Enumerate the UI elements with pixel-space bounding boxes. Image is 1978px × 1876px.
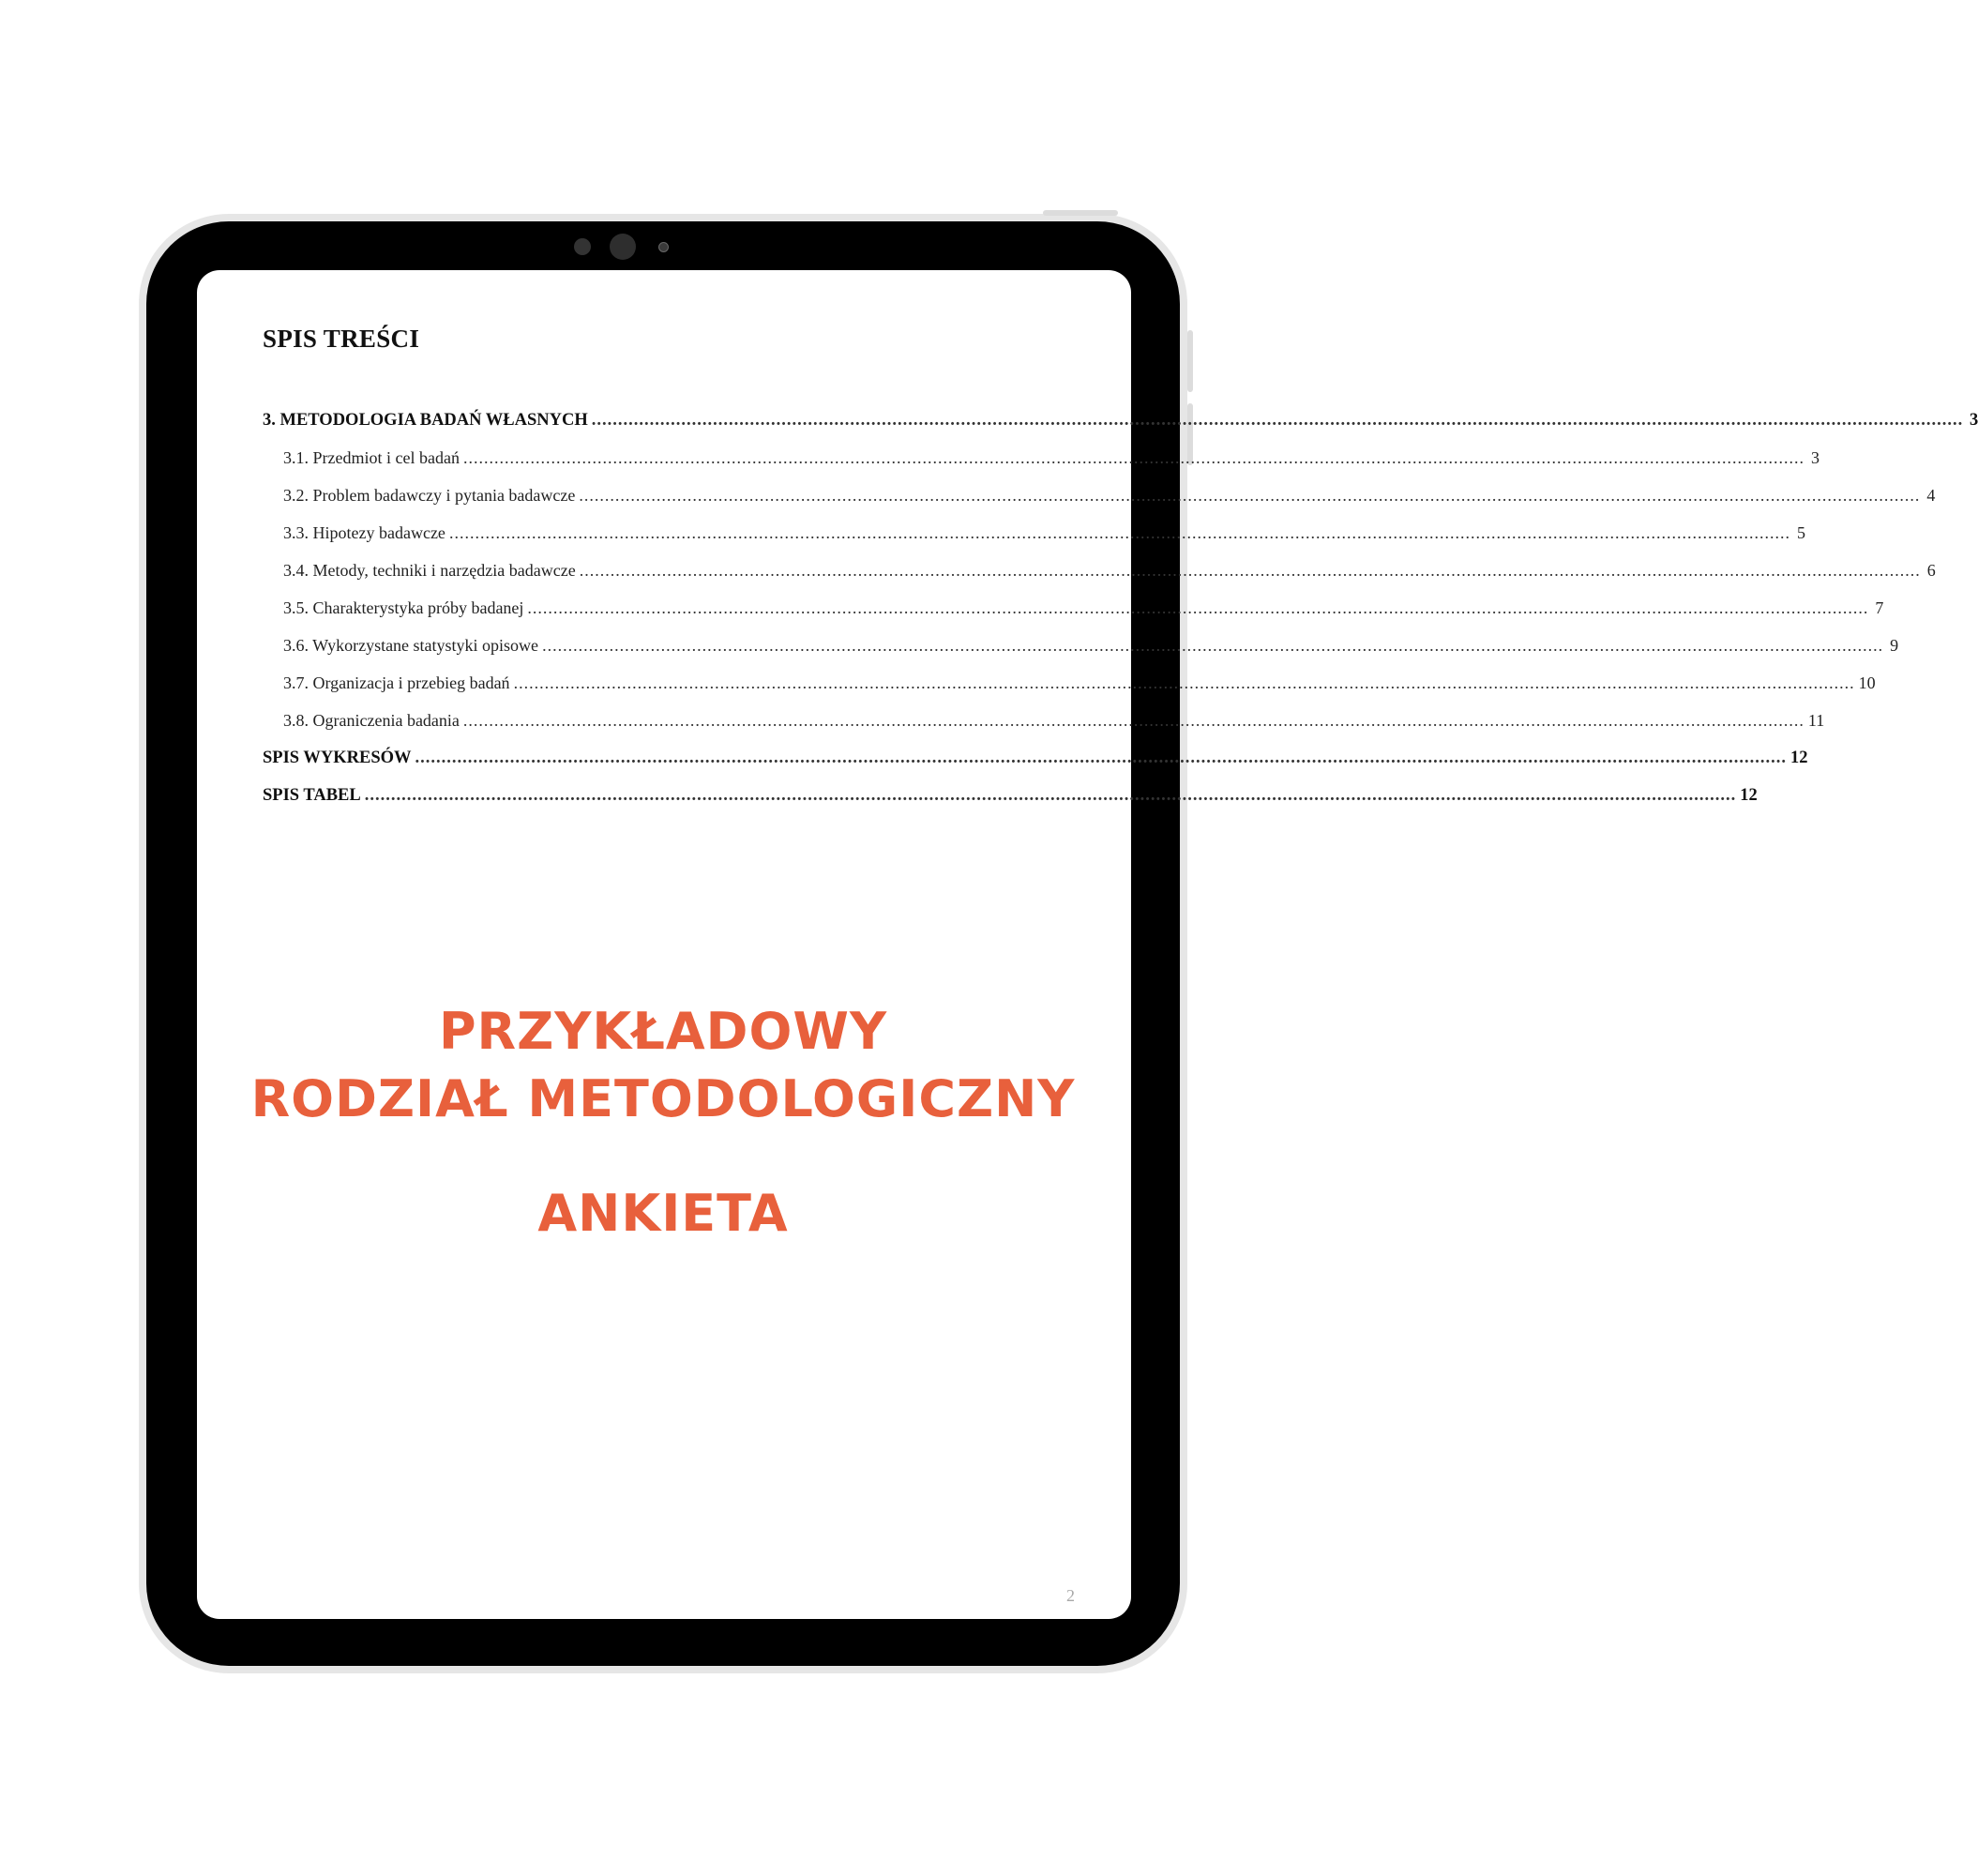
toc-entry-page: 5 <box>1796 523 1805 542</box>
toc-entry-label: 3.5. Charakterystyka próby badanej <box>283 598 524 617</box>
toc-entry-page: 7 <box>1875 598 1884 617</box>
toc-entry[interactable] <box>263 598 1884 636</box>
toc-dot-leader: .................................................................................................................................................................................................................................................................... <box>364 786 1737 805</box>
toc-entry-label: 3.3. Hipotezy badawcze <box>283 523 445 542</box>
toc-entry-label: 3.7. Organizacja i przebieg badań <box>283 673 510 692</box>
toc-heading: SPIS TREŚCI <box>263 325 420 353</box>
headline-line-2: RODZIAŁ METODOLOGICZNY <box>250 1069 1076 1128</box>
toc-entry-label: 3.4. Metody, techniki i narzędzia badawcze <box>283 561 576 580</box>
sensor-icon <box>574 238 591 255</box>
toc-entry[interactable] <box>263 749 1808 786</box>
toc-entry[interactable] <box>263 786 1758 824</box>
toc-dot-leader: .................................................................................................................................................................................................................................................................... <box>415 749 1787 767</box>
toc-entry-label: 3.1. Przedmiot i cel badań <box>283 448 460 467</box>
toc-entry-page: 12 <box>1740 786 1758 805</box>
toc-entry-label: SPIS TABEL <box>263 786 361 805</box>
toc-entry[interactable] <box>263 673 1876 711</box>
toc-entry-label: 3.8. Ograniczenia badania <box>283 711 460 730</box>
toc-entry-page: 11 <box>1807 711 1825 730</box>
toc-dot-leader: .................................................................................................................................................................................................................................................................... <box>527 598 1869 617</box>
toc-entry-label: 3. METODOLOGIA BADAŃ WŁASNYCH <box>263 411 588 430</box>
toc-entry[interactable] <box>263 636 1899 673</box>
toc-entry[interactable] <box>263 486 1936 523</box>
toc-dot-leader: .................................................................................................................................................................................................................................................................... <box>462 711 1804 730</box>
toc-dot-leader: .................................................................................................................................................................................................................................................................... <box>591 411 1964 430</box>
table-of-contents <box>263 411 1978 824</box>
toc-entry[interactable] <box>263 448 1819 486</box>
toc-entry-label: SPIS WYKRESÓW <box>263 749 412 767</box>
toc-dot-leader: .................................................................................................................................................................................................................................................................... <box>462 448 1804 467</box>
tablet-screen <box>197 270 1978 1619</box>
headline-line-1: PRZYKŁADOWY <box>438 1002 888 1061</box>
toc-dot-leader: .................................................................................................................................................................................................................................................................... <box>579 561 1921 580</box>
toc-entry[interactable] <box>263 711 1825 749</box>
toc-dot-leader: .................................................................................................................................................................................................................................................................... <box>448 523 1790 542</box>
toc-entry[interactable] <box>263 561 1936 598</box>
toc-entry-page: 4 <box>1926 486 1936 505</box>
toc-entry-page: 6 <box>1926 561 1936 580</box>
toc-dot-leader: .................................................................................................................................................................................................................................................................... <box>542 636 1884 655</box>
toc-entry-page: 3 <box>1970 411 1978 430</box>
toc-dot-leader: .................................................................................................................................................................................................................................................................... <box>579 486 1921 505</box>
light-sensor-icon <box>658 242 669 252</box>
toc-entry-page: 12 <box>1790 749 1808 767</box>
power-button <box>1043 210 1118 216</box>
page-number: 2 <box>1066 1586 1075 1605</box>
camera-icon <box>610 234 636 260</box>
toc-entry-page: 3 <box>1810 448 1819 467</box>
toc-entry-label: 3.2. Problem badawczy i pytania badawcze <box>283 486 576 505</box>
toc-entry-page: 10 <box>1858 673 1876 692</box>
toc-entry[interactable] <box>263 523 1805 561</box>
toc-entry-page: 9 <box>1890 636 1899 655</box>
toc-entry-label: 3.6. Wykorzystane statystyki opisowe <box>283 636 539 655</box>
toc-dot-leader: .................................................................................................................................................................................................................................................................... <box>513 673 1855 692</box>
toc-entry[interactable] <box>263 411 1978 448</box>
volume-up-button <box>1187 330 1193 392</box>
headline-line-3: ANKIETA <box>537 1184 789 1243</box>
